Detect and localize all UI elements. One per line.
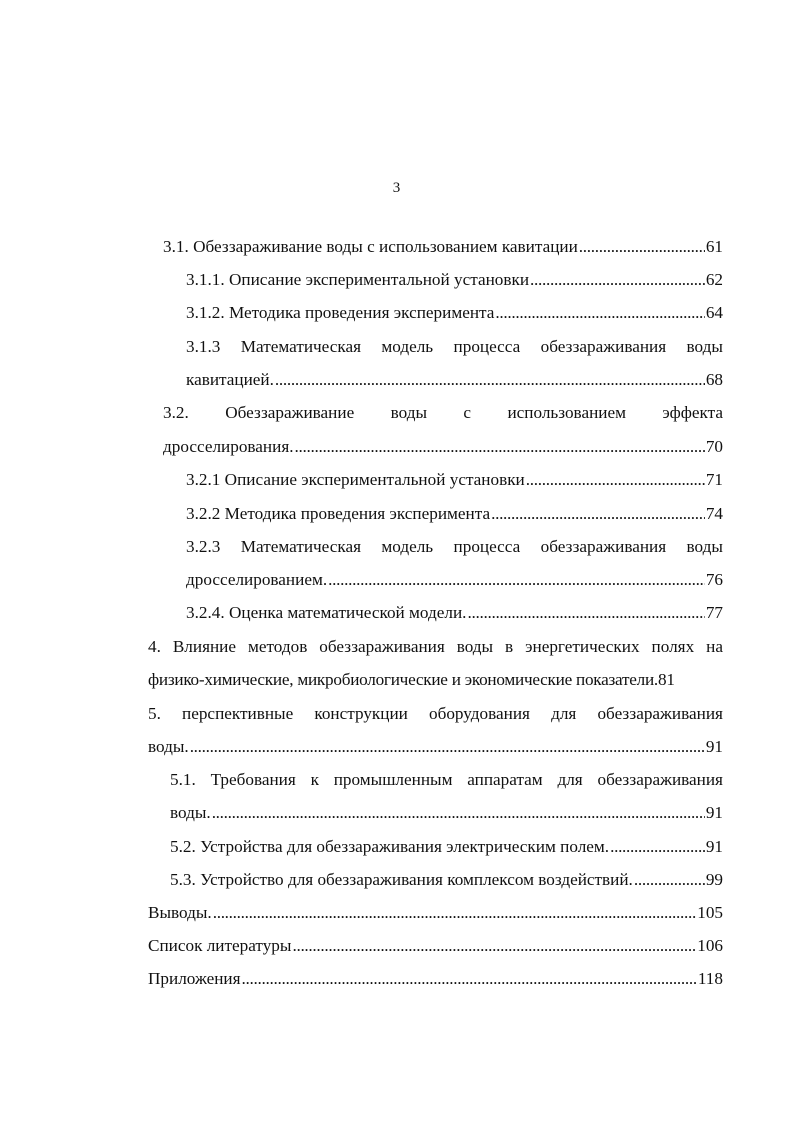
toc-word: Математическая: [240, 337, 361, 356]
toc-entry-text: физико-химические, микробиологические и экономические показатели.: [148, 670, 658, 689]
toc-word: для: [551, 704, 577, 723]
dot-leader: [634, 869, 705, 891]
toc-word: перспективные: [182, 704, 294, 723]
toc-entry-5-3[interactable]: [170, 869, 723, 891]
dot-leader: [467, 602, 704, 624]
toc-word: обеззараживания: [540, 337, 667, 356]
dot-leader: [242, 968, 697, 990]
toc-entry-page: 70: [705, 437, 723, 456]
dot-leader: [328, 569, 705, 591]
dot-leader: [212, 802, 705, 824]
toc-word: процесса: [453, 537, 521, 556]
toc-word: полях: [651, 637, 695, 656]
toc-entry-page: 71: [705, 470, 723, 489]
page-number: 3: [392, 180, 401, 196]
toc-word: с: [463, 403, 472, 422]
toc-word: 3.2.3: [186, 537, 221, 556]
toc-word: 3.2.: [163, 403, 189, 422]
toc-entry-page: 64: [705, 303, 723, 322]
toc-word: в: [505, 637, 514, 656]
toc-entry-5-1-line2[interactable]: [170, 802, 723, 824]
toc-entry-text: 5.3. Устройство для обеззараживания комплексом воздействий.: [170, 870, 633, 889]
toc-word: обеззараживания: [597, 704, 723, 723]
toc-entry-text: 3.1.1. Описание экспериментальной установки: [186, 270, 530, 289]
toc-word: эффекта: [662, 403, 723, 422]
toc-entry-3-2-3-line1[interactable]: [186, 536, 723, 558]
toc-entry-3-1[interactable]: [163, 236, 723, 258]
toc-entry-3-2-2[interactable]: [186, 503, 723, 525]
toc-entry-text: Список литературы: [148, 936, 292, 955]
toc-entry-5-line1[interactable]: [148, 703, 723, 725]
toc-entry-text: дросселирования.: [163, 437, 294, 456]
toc-word: энергетических: [525, 637, 640, 656]
toc-entry-3-2-1[interactable]: [186, 469, 723, 491]
toc-word: Требования: [210, 770, 296, 789]
dot-leader: [579, 236, 705, 258]
dot-leader: [292, 935, 696, 957]
toc-entry-page: 118: [697, 969, 723, 988]
toc-entry-text: воды.: [148, 737, 189, 756]
toc-entry-page: 81: [657, 670, 675, 689]
toc-word: к: [310, 770, 319, 789]
dot-leader: [526, 469, 705, 491]
toc-entry-3-1-3-line1[interactable]: [186, 336, 723, 358]
toc-word: обеззараживания: [319, 637, 445, 656]
toc-entry-page: 68: [705, 370, 723, 389]
dot-leader: [610, 836, 705, 858]
toc-entry-3-2-line1[interactable]: [163, 402, 723, 424]
toc-entry-text: 3.1. Обеззараживание воды с использованием кавитации: [163, 237, 578, 256]
dot-leader: [213, 902, 697, 924]
toc-entry-conclusions[interactable]: [148, 902, 723, 924]
toc-entry-text: 5.2. Устройства для обеззараживания электрическим полем.: [170, 837, 610, 856]
toc-entry-5-line2[interactable]: [148, 736, 723, 758]
toc-entry-text: воды.: [170, 803, 211, 822]
toc-entry-page: 62: [705, 270, 723, 289]
toc-word: для: [557, 770, 583, 789]
toc-word: обеззараживания: [597, 770, 723, 789]
dot-leader: [275, 369, 705, 391]
toc-word: модель: [381, 337, 434, 356]
toc-entry-text: Приложения: [148, 969, 241, 988]
toc-entry-text: 3.1.2. Методика проведения эксперимента: [186, 303, 495, 322]
toc-entry-text: 3.2.4. Оценка математической модели.: [186, 603, 467, 622]
dot-leader: [495, 302, 704, 324]
toc-entry-references[interactable]: [148, 935, 723, 957]
toc-word: конструкции: [314, 704, 408, 723]
toc-word: использованием: [507, 403, 626, 422]
toc-entry-text: 3.2.2 Методика проведения эксперимента: [186, 504, 491, 523]
toc-word: Влияние: [172, 637, 237, 656]
toc-entry-page: 77: [705, 603, 723, 622]
toc-entry-page: 74: [705, 504, 723, 523]
toc-word: воды: [390, 403, 428, 422]
toc-word: на: [706, 637, 723, 656]
dot-leader: [530, 269, 705, 291]
toc-entry-text: Выводы.: [148, 903, 212, 922]
toc-entry-3-2-4[interactable]: [186, 602, 723, 624]
toc-entry-page: 106: [697, 936, 723, 955]
dot-leader: [190, 736, 705, 758]
toc-entry-page: 61: [705, 237, 723, 256]
toc-word: обеззараживания: [540, 537, 667, 556]
toc-entry-page: 91: [705, 803, 723, 822]
toc-word: воды: [686, 537, 723, 556]
toc-word: Математическая: [240, 537, 361, 556]
toc-entry-4-line1[interactable]: [148, 636, 723, 658]
toc-word: 5.: [148, 704, 161, 723]
toc-entry-text: 3.2.1 Описание экспериментальной установки: [186, 470, 525, 489]
toc-entry-page: 76: [705, 570, 723, 589]
toc-word: 5.1.: [170, 770, 196, 789]
toc-entry-3-1-1[interactable]: [186, 269, 723, 291]
toc-word: оборудования: [429, 704, 530, 723]
toc-word: 4.: [148, 637, 161, 656]
toc-word: 3.1.3: [186, 337, 221, 356]
toc-word: методов: [247, 637, 308, 656]
toc-word: Обеззараживание: [225, 403, 355, 422]
toc-entry-page: 91: [705, 837, 723, 856]
toc-entry-3-1-3-line2[interactable]: [186, 369, 723, 391]
toc-word: воды: [456, 637, 494, 656]
toc-word: процесса: [453, 337, 521, 356]
toc-entry-text: дросселированием.: [186, 570, 328, 589]
toc-word: модель: [381, 537, 434, 556]
toc-word: промышленным: [333, 770, 453, 789]
toc-entry-3-1-2[interactable]: [186, 302, 723, 324]
toc-word: воды: [686, 337, 723, 356]
toc-entry-3-2-3-line2[interactable]: [186, 569, 723, 591]
toc-entry-appendices[interactable]: [148, 968, 723, 990]
toc-entry-page: 105: [697, 903, 723, 922]
dot-leader: [295, 436, 705, 458]
dot-leader: [491, 503, 705, 525]
toc-entry-text: кавитацией.: [186, 370, 274, 389]
toc-word: аппаратам: [467, 770, 543, 789]
toc-entry-5-2[interactable]: [170, 836, 723, 858]
toc-entry-3-2-line2[interactable]: [163, 436, 723, 458]
toc-entry-page: 99: [705, 870, 723, 889]
toc-entry-5-1-line1[interactable]: [170, 769, 723, 791]
toc-entry-4-line2[interactable]: [148, 669, 740, 691]
toc-entry-page: 91: [705, 737, 723, 756]
